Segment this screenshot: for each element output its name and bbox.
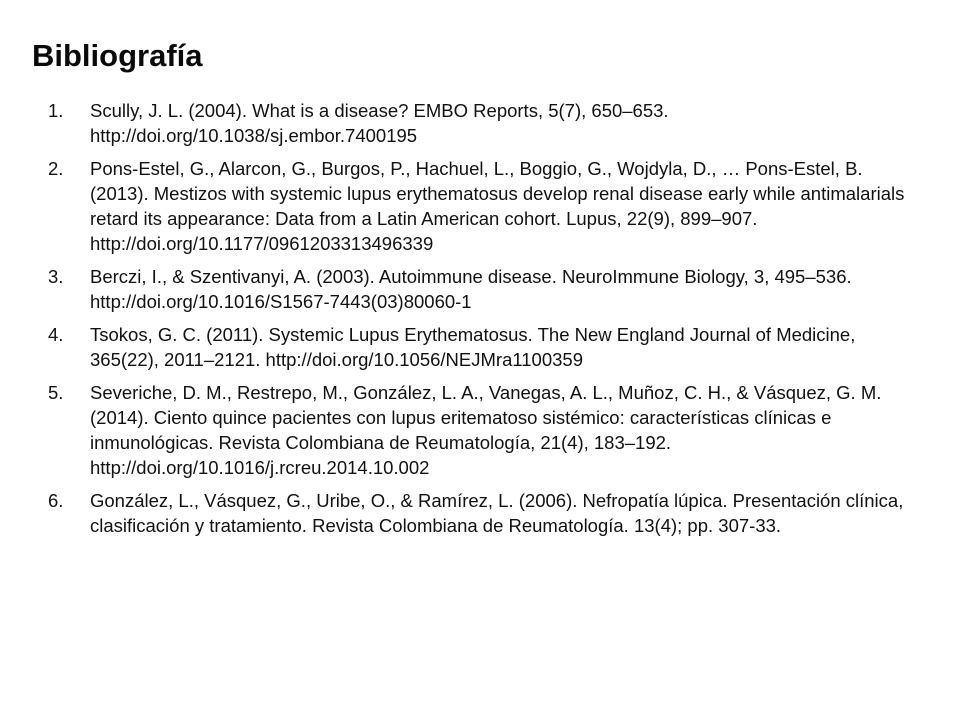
reference-number: 3. — [48, 266, 64, 287]
reference-text: Tsokos, G. C. (2011). Systemic Lupus Erythematosus. The New England Journal of Medicine, 365(22), 2011–2121. http://doi.org/10.1056/NEJMra1100359 — [90, 324, 856, 370]
reference-item — [48, 380, 920, 480]
reference-text: Pons-Estel, G., Alarcon, G., Burgos, P., Hachuel, L., Boggio, G., Wojdyla, D., … Pons-Estel, B. (2013). Mestizos with systemic lupus erythematosus develop renal disease early while antimalarials retard its appearance: Data from a Latin American cohort. Lupus, 22(9), 899–907. http://doi.org/10.1177/0961203313496339 — [90, 158, 905, 254]
reference-number: 1. — [48, 100, 64, 121]
reference-text: Scully, J. L. (2004). What is a disease? EMBO Reports, 5(7), 650–653. http://doi.org/10.1038/sj.embor.7400195 — [90, 100, 669, 146]
reference-number: 4. — [48, 324, 64, 345]
reference-item — [48, 98, 920, 148]
reference-item — [48, 156, 920, 256]
reference-number: 6. — [48, 490, 64, 511]
reference-number: 5. — [48, 382, 64, 403]
reference-text: González, L., Vásquez, G., Uribe, O., & Ramírez, L. (2006). Nefropatía lúpica. Presentación clínica, clasificación y tratamiento. Revista Colombiana de Reumatología. 13(4); pp. 307-33. — [90, 490, 904, 536]
reference-number: 2. — [48, 158, 64, 179]
reference-text: Berczi, I., & Szentivanyi, A. (2003). Autoimmune disease. NeuroImmune Biology, 3, 495–536. http://doi.org/10.1016/S1567-7443(03)80060-1 — [90, 266, 852, 312]
reference-item — [48, 264, 920, 314]
reference-item — [48, 488, 920, 538]
reference-item — [48, 322, 920, 372]
page-title: Bibliografía — [32, 38, 203, 73]
reference-text: Severiche, D. M., Restrepo, M., González, L. A., Vanegas, A. L., Muñoz, C. H., & Vásquez, G. M. (2014). Ciento quince pacientes con lupus eritematoso sistémico: características clínicas e inmunológicas. Revista Colombiana de Reumatología, 21(4), 183–192. http://doi.org/10.1016/j.rcreu.2014.10.002 — [90, 382, 882, 478]
reference-list — [48, 98, 920, 546]
